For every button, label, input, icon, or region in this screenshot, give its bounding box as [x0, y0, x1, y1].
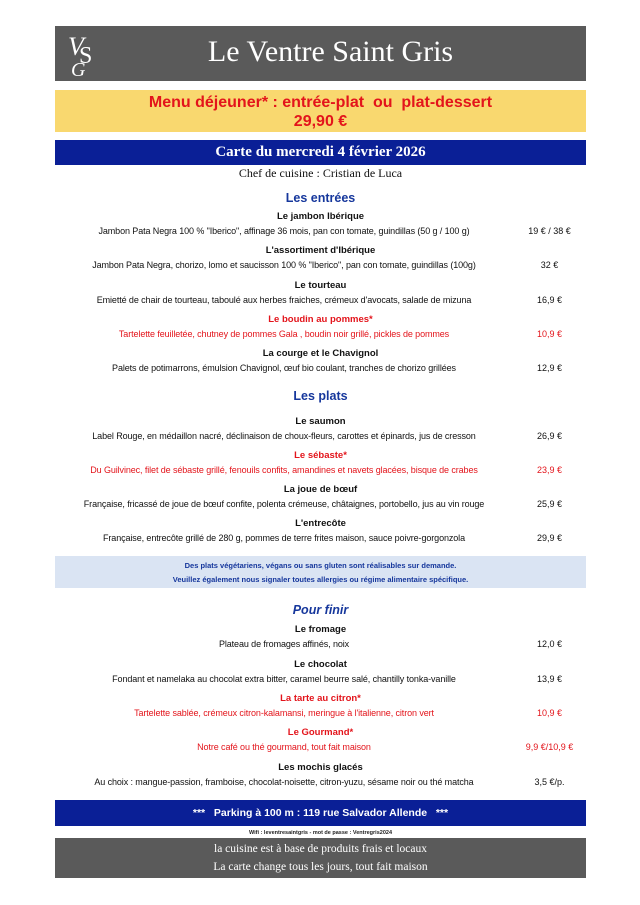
footer-line2: La carte change tous les jours, tout fait maison — [213, 861, 428, 873]
item-description: Française, fricassé de joue de bœuf confite, polenta crémeuse, châtaignes, portobello, jus au vin rouge — [83, 499, 485, 509]
menu-item — [55, 280, 586, 305]
lunch-menu-banner — [55, 90, 586, 132]
item-name: La courge et le Chavignol — [262, 348, 379, 359]
item-name: Le Gourmand* — [287, 727, 354, 738]
svg-text:V: V — [68, 32, 84, 61]
item-price: 13,9 € — [536, 674, 563, 684]
footer-line1: la cuisine est à base de produits frais et locaux — [214, 843, 427, 855]
item-price: 19 € / 38 € — [528, 226, 571, 236]
section-title-desserts: Pour finir — [292, 603, 349, 617]
menu-item — [55, 762, 586, 787]
item-price: 10,9 € — [536, 708, 563, 718]
menu-item-lunch — [55, 314, 586, 339]
restaurant-name: Le Ventre Saint Gris — [207, 35, 454, 68]
item-price: 25,9 € — [536, 499, 563, 509]
item-description: Tartelette feuilletée, chutney de pommes Gala , boudin noir grillé, pickles de pommes — [118, 329, 450, 339]
menu-item-lunch — [55, 727, 586, 752]
chef-name: Chef de cuisine : Cristian de Luca — [238, 166, 403, 180]
menu-item — [55, 518, 586, 543]
dietary-note-line1: Des plats végétariens, végans ou sans gluten sont réalisables sur demande. — [184, 561, 457, 570]
menu-item — [55, 348, 586, 373]
restaurant-header — [55, 26, 586, 81]
menu-item — [55, 484, 586, 509]
item-price: 9,9 €/10,9 € — [525, 742, 574, 752]
item-price: 32 € — [540, 260, 559, 270]
menu-item — [55, 245, 586, 270]
item-description: Du Guilvinec, filet de sébaste grillé, fenouils confits, amandines et navets glacées, bisque de crabes — [90, 465, 478, 475]
menu-item-lunch — [55, 693, 586, 718]
item-price: 23,9 € — [536, 465, 563, 475]
svg-text:G: G — [71, 59, 86, 79]
item-description: Label Rouge, en médaillon nacré, déclinaison de choux-fleurs, carottes et épinards, jus de cresson — [92, 431, 476, 441]
lunch-menu-price: 29,90 € — [293, 113, 348, 130]
item-name: Le chocolat — [294, 659, 347, 670]
item-name: La joue de bœuf — [283, 484, 358, 495]
item-name: L'entrecôte — [295, 518, 346, 529]
menu-item-lunch — [55, 450, 586, 475]
item-description: Jambon Pata Negra 100 % "Iberico", affinage 36 mois, pan con tomate, guindillas (50 g / 100 g) — [98, 226, 470, 236]
menu-item — [55, 624, 586, 649]
svg-text:S: S — [79, 43, 93, 69]
item-name: Le sébaste* — [294, 450, 347, 461]
item-price: 16,9 € — [536, 295, 563, 305]
item-price: 26,9 € — [536, 431, 563, 441]
dietary-note — [55, 556, 586, 588]
footer-banner — [55, 838, 586, 878]
parking-banner: *** Parking à 100 m : 119 rue Salvador Allende *** — [55, 800, 586, 826]
item-description: Tartelette sablée, crémeux citron-kalamansi, meringue à l'italienne, citron vert — [134, 708, 434, 718]
item-name: Les mochis glacés — [278, 762, 363, 773]
item-name: Le boudin au pommes* — [268, 314, 373, 325]
item-description: Française, entrecôte grillé de 280 g, pommes de terre frites maison, sauce poivre-gorgonzola — [103, 533, 465, 543]
menu-date: Carte du mercredi 4 février 2026 — [55, 140, 586, 165]
wifi-info: Wifi : leventresaintgris - mot de passe : Ventregris2024 — [249, 830, 392, 836]
item-name: Le fromage — [294, 624, 347, 635]
item-name: Le jambon Ibérique — [276, 211, 365, 222]
item-name: Le tourteau — [294, 280, 347, 291]
item-description: Au choix : mangue-passion, framboise, chocolat-noisette, citron-yuzu, sésame noir ou thé matcha — [94, 777, 474, 787]
item-name: Le saumon — [295, 416, 346, 427]
section-title-plats: Les plats — [293, 389, 348, 403]
item-price: 12,9 € — [536, 363, 563, 373]
section-title-entrees: Les entrées — [285, 191, 356, 205]
item-description: Plateau de fromages affinés, noix — [218, 639, 350, 649]
item-description: Fondant et namelaka au chocolat extra bitter, caramel beurre salé, chantilly tonka-vanille — [112, 674, 456, 684]
lunch-menu-title: Menu déjeuner* : entrée-plat ou plat-dessert — [148, 94, 493, 111]
menu-item — [55, 659, 586, 684]
item-description: Jambon Pata Negra, chorizo, lomo et saucisson 100 % "Iberico", pan con tomate, guindillas (100g) — [92, 260, 476, 270]
item-description: Emietté de chair de tourteau, taboulé aux herbes fraiches, crémeux d'avocats, salade de mizuna — [96, 295, 472, 305]
item-price: 29,9 € — [536, 533, 563, 543]
menu-item — [55, 211, 586, 236]
item-name: La tarte au citron* — [280, 693, 361, 704]
menu-item — [55, 416, 586, 441]
item-price: 10,9 € — [536, 329, 563, 339]
dietary-note-line2: Veuillez également nous signaler toutes allergies ou régime alimentaire spécifique. — [172, 575, 469, 584]
item-description: Palets de potimarrons, émulsion Chavignol, œuf bio coulant, tranches de chorizo grillées — [112, 363, 456, 373]
item-description: Notre café ou thé gourmand, tout fait maison — [197, 742, 371, 752]
item-name: L'assortiment d'Ibérique — [265, 245, 376, 256]
item-price: 12,0 € — [536, 639, 563, 649]
item-price: 3,5 €/p. — [534, 777, 565, 787]
